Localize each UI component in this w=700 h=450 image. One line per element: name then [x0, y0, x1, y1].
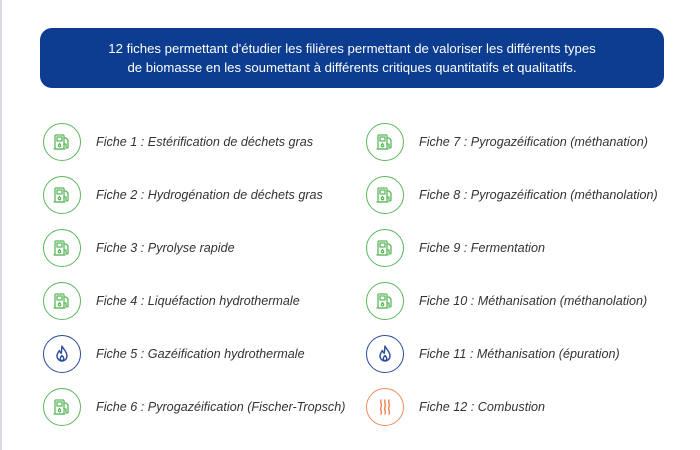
- fuel-pump-icon: [43, 123, 81, 161]
- intro-banner: [40, 28, 664, 88]
- fuel-pump-icon: [366, 229, 404, 267]
- fuel-pump-icon: [43, 229, 81, 267]
- fiche-item-12[interactable]: [366, 386, 658, 428]
- banner-line-1: 12 fiches permettant d'étudier les filières permettant de valoriser les différents types: [108, 41, 596, 56]
- fiche-item-1[interactable]: [43, 121, 345, 163]
- fuel-pump-icon: [366, 282, 404, 320]
- page-edge-divider: [0, 0, 2, 450]
- fiche-item-6[interactable]: [43, 386, 345, 428]
- fiche-item-10[interactable]: [366, 280, 658, 322]
- fiche-label: Fiche 7 : Pyrogazéification (méthanation): [419, 135, 648, 149]
- fiche-label: Fiche 2 : Hydrogénation de déchets gras: [96, 188, 323, 202]
- fiche-label: Fiche 4 : Liquéfaction hydrothermale: [96, 294, 300, 308]
- fiche-label: Fiche 12 : Combustion: [419, 400, 545, 414]
- fiche-label: Fiche 5 : Gazéification hydrothermale: [96, 347, 305, 361]
- fiche-item-4[interactable]: [43, 280, 345, 322]
- heat-icon: [366, 388, 404, 426]
- fuel-pump-icon: [43, 388, 81, 426]
- fiche-label: Fiche 6 : Pyrogazéification (Fischer-Tropsch): [96, 400, 346, 414]
- fiche-item-9[interactable]: [366, 227, 658, 269]
- fiche-item-2[interactable]: [43, 174, 345, 216]
- fuel-pump-icon: [366, 123, 404, 161]
- fiche-label: Fiche 1 : Estérification de déchets gras: [96, 135, 314, 149]
- fiche-item-11[interactable]: [366, 333, 658, 375]
- fiche-item-3[interactable]: [43, 227, 345, 269]
- fuel-pump-icon: [366, 176, 404, 214]
- fiche-list-right: [366, 121, 658, 439]
- fuel-pump-icon: [43, 176, 81, 214]
- fiche-item-8[interactable]: [366, 174, 658, 216]
- fiche-label: Fiche 9 : Fermentation: [419, 241, 545, 255]
- banner-line-2: de biomasse en les soumettant à différents critiques quantitatifs et qualitatifs.: [127, 60, 577, 75]
- fiche-item-5[interactable]: [43, 333, 345, 375]
- fiche-item-7[interactable]: [366, 121, 658, 163]
- fuel-pump-icon: [43, 282, 81, 320]
- fiche-label: Fiche 10 : Méthanisation (méthanolation): [419, 294, 648, 308]
- fiche-label: Fiche 8 : Pyrogazéification (méthanolation): [419, 188, 658, 202]
- fiche-label: Fiche 11 : Méthanisation (épuration): [419, 347, 620, 361]
- fiche-list-left: [43, 121, 345, 439]
- gas-flame-icon: [366, 335, 404, 373]
- gas-flame-icon: [43, 335, 81, 373]
- fiche-label: Fiche 3 : Pyrolyse rapide: [96, 241, 235, 255]
